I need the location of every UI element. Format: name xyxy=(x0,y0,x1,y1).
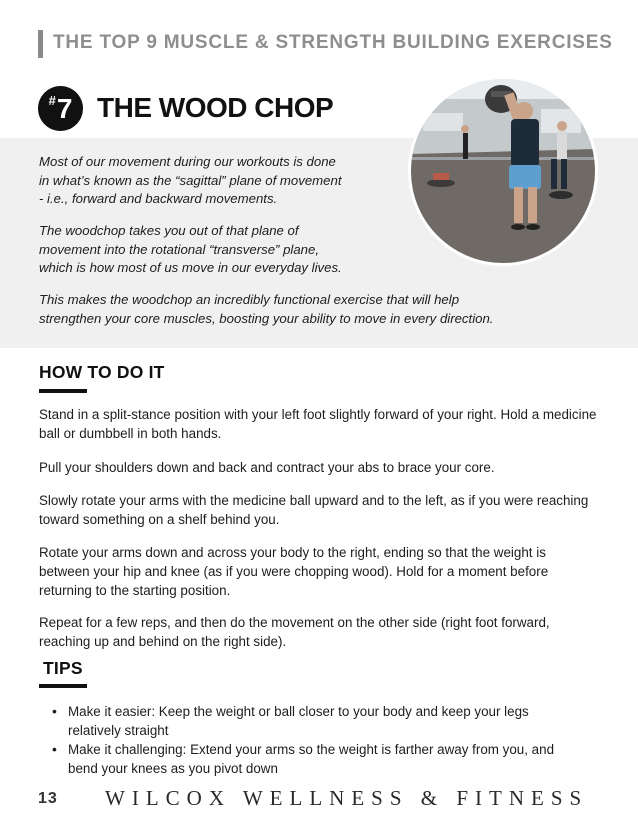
intro-line: in what’s known as the “sagittal” plane of movement xyxy=(39,172,342,188)
intro-line: which is how most of us move in our everyday lives. xyxy=(39,260,342,275)
page-number: 13 xyxy=(38,790,58,807)
how-to-step: Stand in a split-stance position with your left foot slightly forward of your right. Hold a medicine ball or dumbbell in both hands. xyxy=(39,407,597,441)
number-hash: # xyxy=(48,93,56,108)
page-header-title: THE TOP 9 MUSCLE & STRENGTH BUILDING EXERCISES xyxy=(53,32,613,53)
intro-paragraph-3 xyxy=(39,291,493,328)
tip-item: • Make it easier: Keep the weight or ball closer to your body and keep your legs relatively straight xyxy=(52,702,572,740)
how-to-step: Rotate your arms down and across your body to the right, ending so that the weight is between your hip and knee (as if you were chopping wood). Hold for a moment before returning to the starting position. xyxy=(39,545,549,598)
intro-line: This makes the woodchop an incredibly functional exercise that will help xyxy=(39,292,460,307)
how-to-step: Repeat for a few reps, and then do the movement on the other side (right foot forward, reaching up and behind on the right side). xyxy=(39,615,550,649)
intro-paragraph-1 xyxy=(39,153,342,209)
tips-list xyxy=(52,702,572,778)
tips-heading: TIPS xyxy=(43,658,83,678)
intro-line: - i.e., forward and backward movements. xyxy=(39,191,278,206)
how-to-step: Pull your shoulders down and back and contract your abs to brace your core. xyxy=(39,460,495,475)
footer-brand: WILCOX WELLNESS & FITNESS xyxy=(105,786,589,810)
exercise-number: 7 xyxy=(56,92,73,124)
exercise-title: THE WOOD CHOP xyxy=(97,92,334,123)
woodchop-exercise-photo xyxy=(408,76,598,266)
intro-paragraph-2 xyxy=(39,222,342,278)
header-accent-bar xyxy=(38,30,43,58)
tip-item: • Make it challenging: Extend your arms so the weight is farther away from you, and bend your knees as you pivot down xyxy=(52,740,572,778)
how-to-step: Slowly rotate your arms with the medicine ball upward and to the left, as if you were reaching toward something on a shelf behind you. xyxy=(39,493,589,527)
gym-scene-illustration xyxy=(411,79,595,263)
how-to-underline xyxy=(39,389,87,393)
intro-line: strengthen your core muscles, boosting your ability to move in every direction. xyxy=(39,310,494,326)
how-to-heading: HOW TO DO IT xyxy=(39,362,165,382)
tips-underline xyxy=(39,684,87,688)
intro-line: movement into the rotational “transverse” plane, xyxy=(39,241,320,257)
intro-line: Most of our movement during our workouts is done xyxy=(39,154,336,169)
intro-line: The woodchop takes you out of that plane of xyxy=(39,223,299,238)
exercise-number-badge xyxy=(38,86,83,131)
